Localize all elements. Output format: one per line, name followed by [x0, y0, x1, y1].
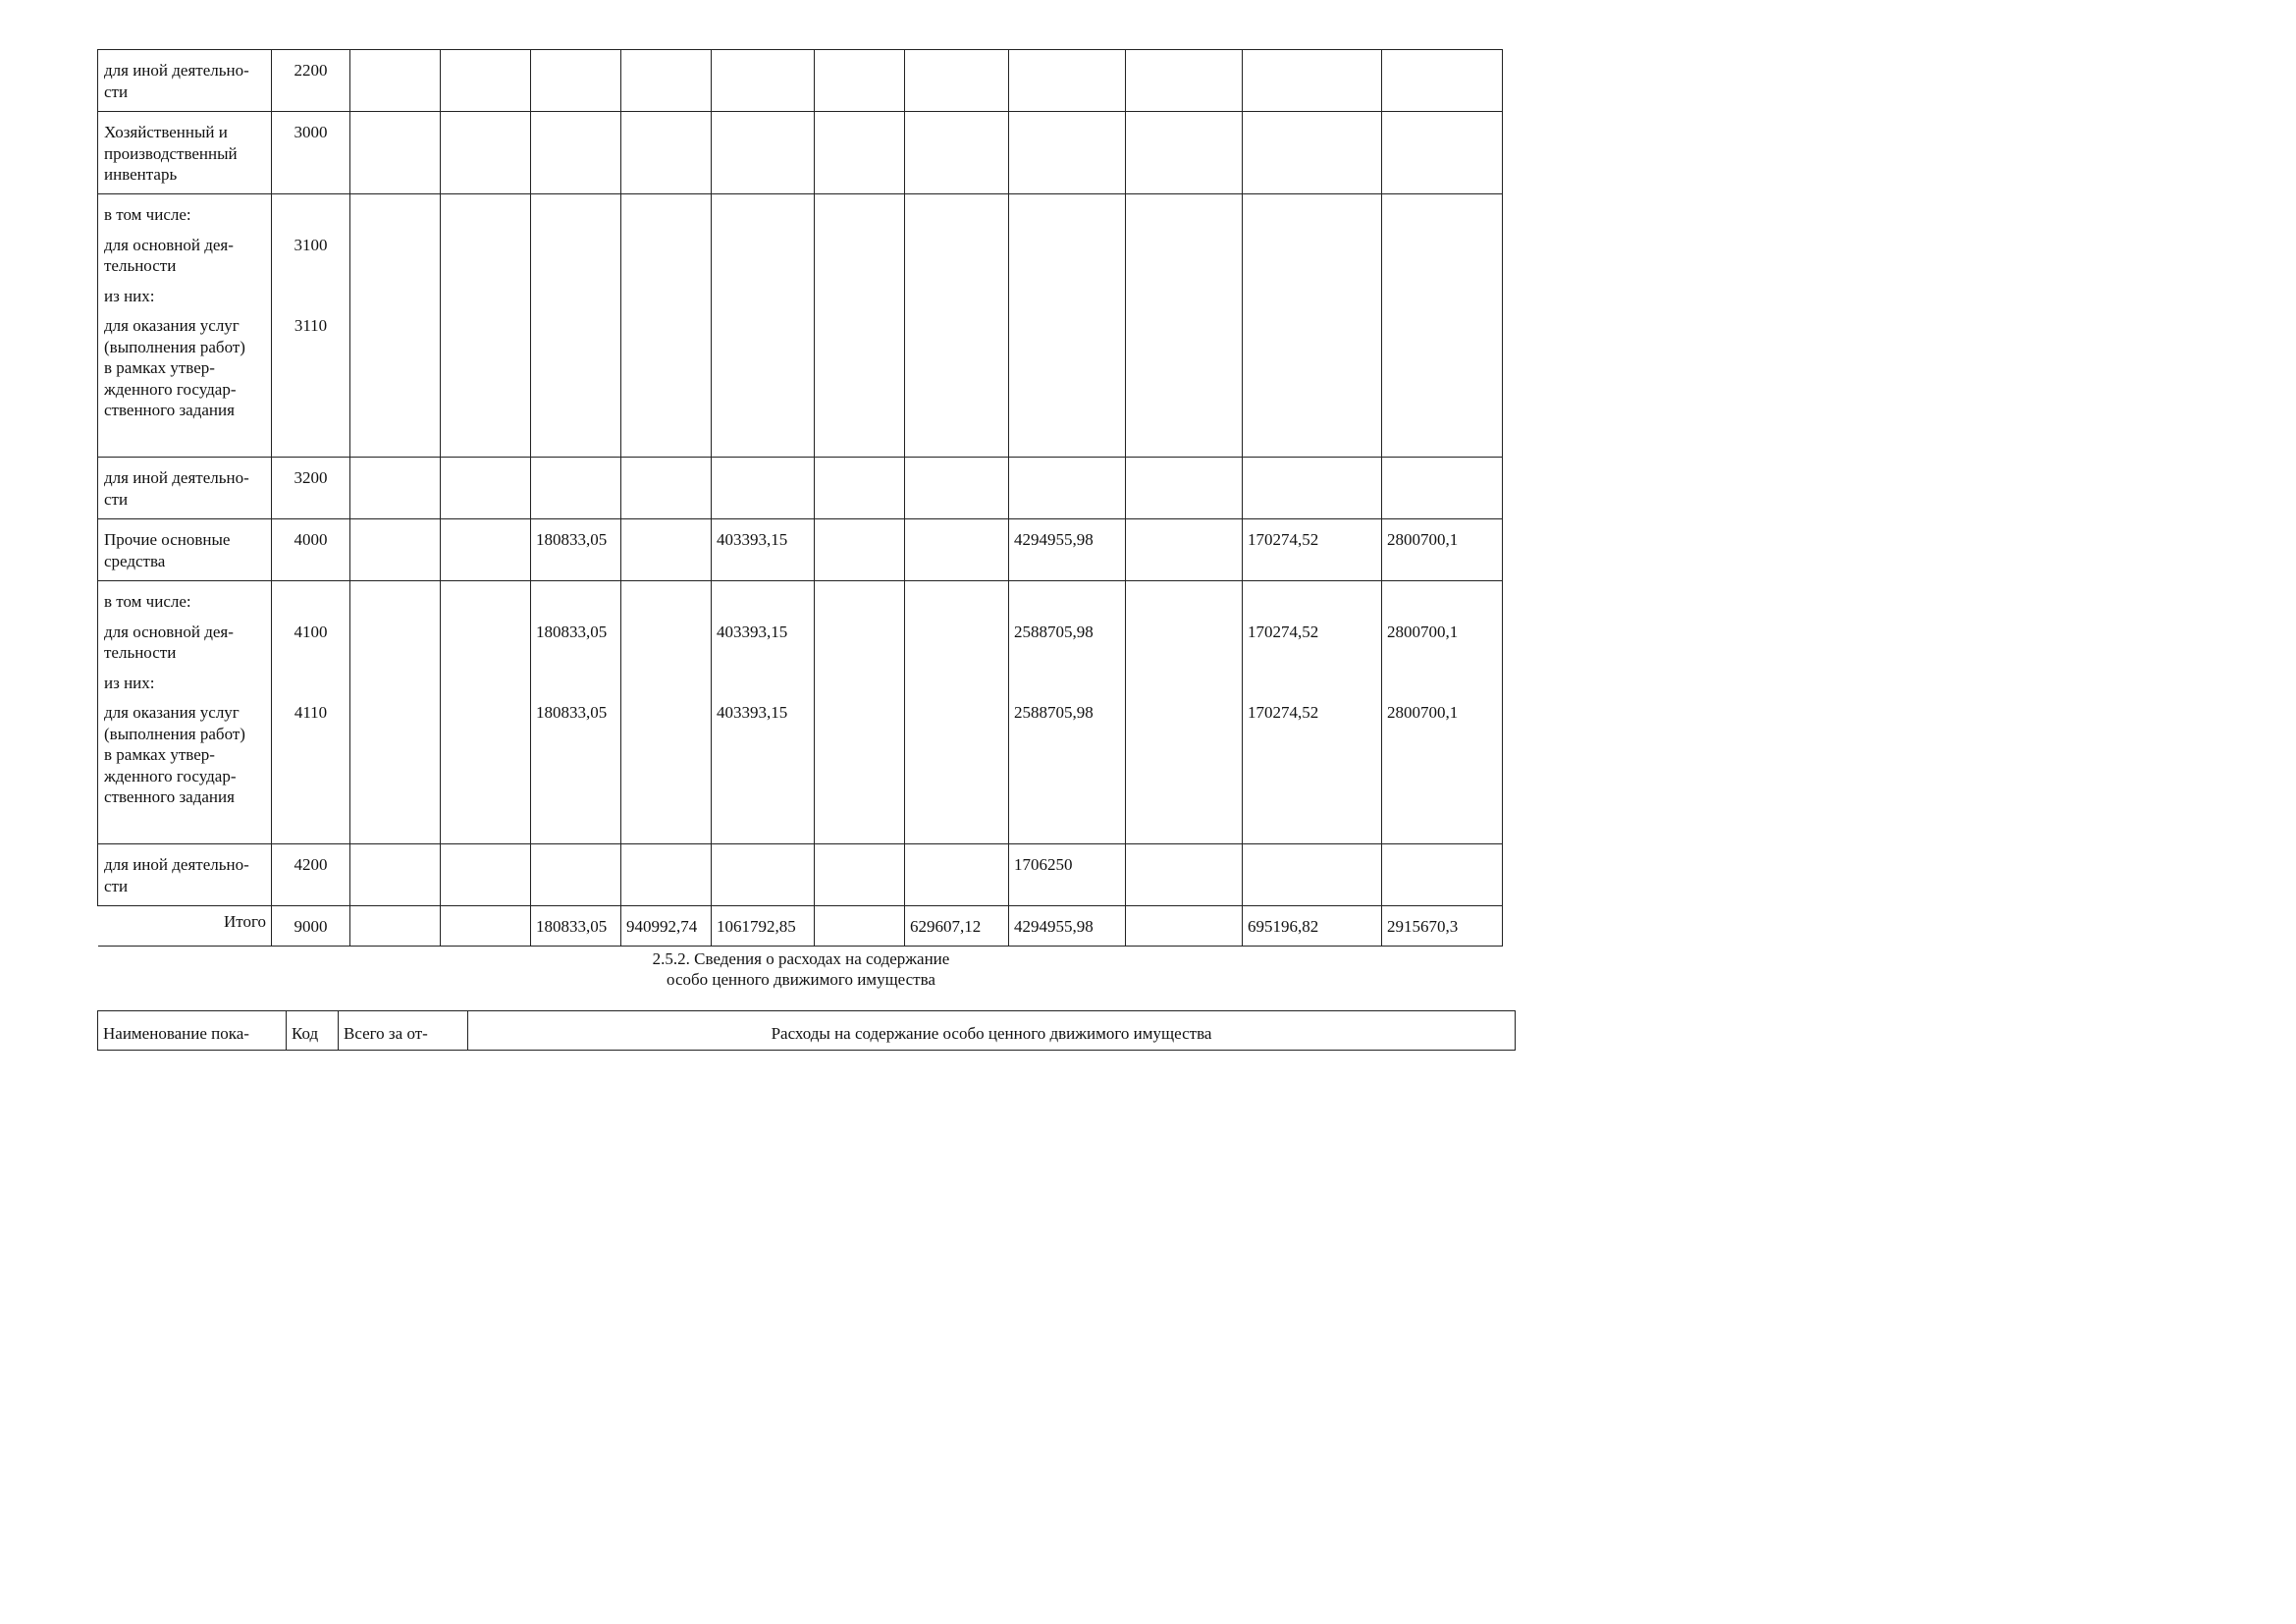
value-cell — [905, 50, 1009, 112]
value-line — [1387, 315, 1497, 421]
value-line — [1131, 315, 1237, 421]
value-line — [446, 591, 525, 613]
value-line — [536, 591, 615, 613]
value-cell — [350, 112, 441, 194]
table-row — [98, 519, 1503, 581]
value-line — [717, 591, 809, 613]
value-cell — [1126, 519, 1243, 581]
value-cell: 180833,05 — [531, 519, 621, 581]
value-cell — [621, 194, 712, 458]
value-cell — [815, 581, 905, 844]
value-cell — [1243, 844, 1382, 906]
total-value-cell: 695196,82 — [1243, 906, 1382, 947]
total-value-cell: 629607,12 — [905, 906, 1009, 947]
row-code-line: 4100 — [294, 622, 328, 641]
value-cell — [1126, 194, 1243, 458]
value-line — [536, 673, 615, 694]
value-line: 170274,52 — [1248, 622, 1319, 641]
row-indicator-line: для основной дея- тельности — [104, 622, 234, 662]
value-line — [1014, 204, 1120, 226]
row-indicator-line: в том числе: — [104, 205, 191, 224]
value-cell — [1382, 194, 1503, 458]
value-line — [910, 204, 1003, 226]
value-cell — [1126, 844, 1243, 906]
value-cell — [905, 844, 1009, 906]
value-line — [910, 315, 1003, 421]
row-code — [272, 194, 350, 458]
value-line — [355, 702, 435, 808]
value-cell — [350, 844, 441, 906]
table-row — [98, 581, 1503, 844]
value-cell — [712, 112, 815, 194]
table-row — [98, 458, 1503, 519]
value-line — [536, 286, 615, 307]
value-cell — [1009, 50, 1126, 112]
value-line — [717, 286, 809, 307]
value-line: 403393,15 — [717, 622, 788, 641]
row-code-line: 4110 — [294, 703, 328, 722]
assets-table-body — [98, 50, 1503, 947]
value-line — [1248, 315, 1376, 421]
row-indicator-name: для иной деятельно- сти — [98, 50, 272, 112]
value-line — [1131, 702, 1237, 808]
value-cell — [1382, 581, 1503, 844]
total-value-cell — [1126, 906, 1243, 947]
total-value-cell: 940992,74 — [621, 906, 712, 947]
table-row — [98, 112, 1503, 194]
row-indicator-line: из них: — [104, 673, 155, 692]
value-cell — [1243, 458, 1382, 519]
value-line: 2588705,98 — [1014, 703, 1094, 722]
header-indicator-name: Наименование пока- — [98, 1011, 287, 1051]
value-cell — [712, 194, 815, 458]
row-code-line — [277, 204, 345, 226]
row-indicator-line: для оказания услуг (выполнения работ) в рамках утвер- жденного государ- ственного задания — [104, 316, 245, 419]
value-cell — [712, 50, 815, 112]
value-line — [446, 235, 525, 277]
value-line — [446, 286, 525, 307]
value-line — [820, 315, 899, 421]
value-cell — [621, 581, 712, 844]
value-cell — [621, 519, 712, 581]
value-cell — [905, 112, 1009, 194]
value-cell — [441, 844, 531, 906]
value-line — [446, 315, 525, 421]
row-code: 4200 — [272, 844, 350, 906]
value-cell: 403393,15 — [712, 519, 815, 581]
value-cell — [621, 844, 712, 906]
value-cell — [1382, 458, 1503, 519]
value-line — [355, 673, 435, 694]
row-indicator-line: из них: — [104, 286, 155, 305]
row-indicator-name: для иной деятельно- сти — [98, 458, 272, 519]
value-line: 2800700,1 — [1387, 622, 1459, 641]
expenses-table-header-row — [98, 1011, 1516, 1051]
value-cell — [815, 519, 905, 581]
value-line — [717, 315, 809, 421]
value-cell — [350, 50, 441, 112]
value-line: 2588705,98 — [1014, 622, 1094, 641]
value-cell — [1243, 581, 1382, 844]
total-value-cell — [350, 906, 441, 947]
value-cell — [621, 458, 712, 519]
value-cell — [441, 50, 531, 112]
value-cell — [441, 458, 531, 519]
value-cell — [905, 581, 1009, 844]
value-line: 180833,05 — [536, 622, 608, 641]
value-line — [446, 622, 525, 664]
value-line — [355, 204, 435, 226]
header-code: Код — [287, 1011, 339, 1051]
value-line — [1014, 286, 1120, 307]
value-line — [910, 673, 1003, 694]
table-row — [98, 194, 1503, 458]
value-line — [820, 235, 899, 277]
row-code: 3200 — [272, 458, 350, 519]
value-cell — [350, 581, 441, 844]
value-cell — [712, 844, 815, 906]
total-value-cell: 180833,05 — [531, 906, 621, 947]
value-cell — [1126, 112, 1243, 194]
row-code-line: 3110 — [294, 316, 328, 335]
value-cell — [1382, 50, 1503, 112]
value-line — [820, 286, 899, 307]
value-cell — [1382, 112, 1503, 194]
value-cell — [531, 458, 621, 519]
value-cell — [1126, 50, 1243, 112]
value-line — [536, 235, 615, 277]
value-cell — [712, 581, 815, 844]
value-line — [1387, 591, 1497, 613]
value-line — [910, 286, 1003, 307]
table-row — [98, 50, 1503, 112]
row-code — [272, 581, 350, 844]
row-indicator-line: для оказания услуг (выполнения работ) в рамках утвер- жденного государ- ственного задания — [104, 703, 245, 806]
value-line: 403393,15 — [717, 703, 788, 722]
value-cell — [815, 194, 905, 458]
row-code: 4000 — [272, 519, 350, 581]
value-line — [910, 591, 1003, 613]
value-line: 170274,52 — [1248, 703, 1319, 722]
value-cell — [350, 194, 441, 458]
value-cell — [815, 844, 905, 906]
row-code: 3000 — [272, 112, 350, 194]
value-line: 2800700,1 — [1387, 703, 1459, 722]
value-line — [717, 204, 809, 226]
value-cell: 1706250 — [1009, 844, 1126, 906]
value-cell: 2800700,1 — [1382, 519, 1503, 581]
header-total: Всего за от- — [339, 1011, 468, 1051]
total-value-cell: 2915670,3 — [1382, 906, 1503, 947]
section-title: 2.5.2. Сведения о расходах на содержание особо ценного движимого имущества — [652, 949, 950, 989]
value-line — [910, 622, 1003, 664]
value-line — [1131, 622, 1237, 664]
value-line — [355, 315, 435, 421]
value-cell — [1126, 458, 1243, 519]
row-indicator-name — [98, 581, 272, 844]
value-cell — [441, 581, 531, 844]
value-line — [355, 286, 435, 307]
value-line — [626, 622, 706, 664]
value-cell — [815, 112, 905, 194]
value-line — [626, 204, 706, 226]
value-cell — [1009, 458, 1126, 519]
value-line — [446, 204, 525, 226]
value-cell — [815, 50, 905, 112]
value-line — [536, 315, 615, 421]
value-cell — [441, 112, 531, 194]
value-line — [1131, 204, 1237, 226]
value-line — [626, 673, 706, 694]
value-line — [1387, 286, 1497, 307]
value-line — [717, 235, 809, 277]
value-cell: 170274,52 — [1243, 519, 1382, 581]
value-line — [1248, 235, 1376, 277]
value-cell — [815, 458, 905, 519]
row-code-line: 3100 — [294, 235, 328, 254]
value-line: 180833,05 — [536, 703, 608, 722]
value-line — [1014, 673, 1120, 694]
value-line — [820, 204, 899, 226]
value-line — [536, 204, 615, 226]
value-line — [717, 673, 809, 694]
value-cell — [1243, 194, 1382, 458]
value-cell — [1009, 112, 1126, 194]
value-line — [446, 702, 525, 808]
value-cell — [350, 458, 441, 519]
value-line — [1248, 204, 1376, 226]
value-cell — [712, 458, 815, 519]
value-cell — [350, 519, 441, 581]
total-value-cell — [441, 906, 531, 947]
value-line — [820, 673, 899, 694]
value-cell — [531, 581, 621, 844]
value-cell — [1009, 581, 1126, 844]
value-cell — [1243, 50, 1382, 112]
value-cell — [905, 458, 1009, 519]
value-line — [1131, 286, 1237, 307]
value-line — [1387, 204, 1497, 226]
value-line — [820, 622, 899, 664]
value-cell — [1243, 112, 1382, 194]
value-cell — [621, 50, 712, 112]
row-indicator-line: в том числе: — [104, 592, 191, 611]
value-line — [820, 591, 899, 613]
total-code: 9000 — [272, 906, 350, 947]
row-indicator-name: Прочие основные средства — [98, 519, 272, 581]
value-cell — [1009, 194, 1126, 458]
row-indicator-name: Хозяйственный и производственный инвентарь — [98, 112, 272, 194]
total-label: Итого — [98, 906, 272, 947]
value-line — [1248, 673, 1376, 694]
value-line — [1131, 591, 1237, 613]
total-value-cell — [815, 906, 905, 947]
value-line — [355, 591, 435, 613]
table-row — [98, 844, 1503, 906]
value-line — [446, 673, 525, 694]
value-line — [1387, 235, 1497, 277]
value-line — [910, 702, 1003, 808]
row-indicator-name: для иной деятельно- сти — [98, 844, 272, 906]
value-cell — [1126, 581, 1243, 844]
value-cell — [441, 519, 531, 581]
value-line — [910, 235, 1003, 277]
value-line — [626, 591, 706, 613]
value-line — [1248, 591, 1376, 613]
value-line — [626, 702, 706, 808]
value-cell — [531, 844, 621, 906]
value-cell — [621, 112, 712, 194]
total-row — [98, 906, 1503, 947]
value-line — [1248, 286, 1376, 307]
value-line — [1014, 591, 1120, 613]
row-indicator-name — [98, 194, 272, 458]
value-line — [1131, 235, 1237, 277]
row-code-line — [277, 286, 345, 307]
row-code-line — [277, 673, 345, 694]
value-line — [626, 235, 706, 277]
value-line — [1131, 673, 1237, 694]
value-line — [1387, 673, 1497, 694]
value-line — [626, 286, 706, 307]
value-line — [1014, 315, 1120, 421]
total-value-cell: 4294955,98 — [1009, 906, 1126, 947]
value-cell — [1382, 844, 1503, 906]
row-code-line — [277, 591, 345, 613]
value-line — [1014, 235, 1120, 277]
value-line — [355, 235, 435, 277]
total-value-cell: 1061792,85 — [712, 906, 815, 947]
value-line — [820, 702, 899, 808]
value-line — [626, 315, 706, 421]
value-cell — [905, 194, 1009, 458]
row-code: 2200 — [272, 50, 350, 112]
header-expenses: Расходы на содержание особо ценного движимого имущества — [468, 1011, 1516, 1051]
value-cell — [905, 519, 1009, 581]
value-cell — [441, 194, 531, 458]
assets-table — [97, 49, 1503, 947]
value-cell — [531, 112, 621, 194]
expenses-table — [97, 1010, 1516, 1051]
value-line — [355, 622, 435, 664]
value-cell — [531, 194, 621, 458]
value-cell — [531, 50, 621, 112]
value-cell: 4294955,98 — [1009, 519, 1126, 581]
row-indicator-line: для основной дея- тельности — [104, 235, 234, 275]
